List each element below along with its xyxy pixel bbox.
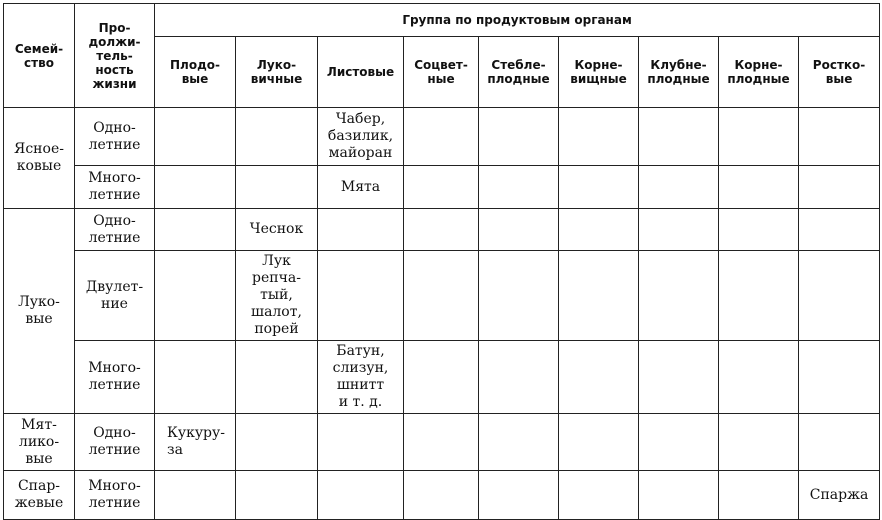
table-cell [236, 471, 318, 520]
table-cell [155, 108, 236, 166]
table-row [4, 414, 880, 471]
table-cell [719, 209, 799, 251]
lifespan-perennial: Много- летние [75, 166, 155, 209]
header-family: Семей- ство [4, 4, 75, 108]
table-cell [719, 471, 799, 520]
header-root: Корне- плодные [719, 37, 799, 108]
table-cell [799, 108, 880, 166]
table-cell [318, 209, 404, 251]
lifespan-annual: Одно- летние [75, 108, 155, 166]
table-cell [559, 209, 639, 251]
table-cell [479, 251, 559, 341]
table-cell [559, 166, 639, 209]
table-cell [404, 471, 479, 520]
table-cell [479, 108, 559, 166]
lifespan-annual: Одно- летние [75, 209, 155, 251]
lifespan-perennial: Много- летние [75, 341, 155, 414]
table-cell [559, 414, 639, 471]
table-cell [719, 414, 799, 471]
table-cell [155, 471, 236, 520]
cell-savory-basil-marjoram: Чабер, базилик, майоран [318, 108, 404, 166]
table-cell [236, 166, 318, 209]
table-cell [799, 414, 880, 471]
table-cell [719, 251, 799, 341]
family-lamiaceae: Ясное- ковые [4, 108, 75, 209]
table-row [4, 251, 880, 341]
family-alliaceae: Луко- вые [4, 209, 75, 414]
table-cell [719, 166, 799, 209]
header-product-group: Группа по продуктовым органам [155, 4, 880, 37]
table-cell [719, 341, 799, 414]
header-rhizome: Корне- вищные [559, 37, 639, 108]
lifespan-perennial: Много- летние [75, 471, 155, 520]
table-cell [404, 209, 479, 251]
table-row [4, 108, 880, 166]
table-cell [719, 108, 799, 166]
table-cell [404, 251, 479, 341]
cell-onions: Лук репча- тый, шалот, порей [236, 251, 318, 341]
table-row [4, 209, 880, 251]
table-cell [559, 251, 639, 341]
vegetable-classification-table [3, 3, 880, 520]
header-fruit: Плодо- вые [155, 37, 236, 108]
table-cell [639, 166, 719, 209]
header-stem: Стебле- плодные [479, 37, 559, 108]
lifespan-annual: Одно- летние [75, 414, 155, 471]
table-cell [155, 209, 236, 251]
table-cell [479, 471, 559, 520]
table-cell [404, 414, 479, 471]
header-inflorescence: Соцвет- ные [404, 37, 479, 108]
table-cell [799, 341, 880, 414]
table-cell [479, 341, 559, 414]
table-cell [639, 209, 719, 251]
table-cell [639, 251, 719, 341]
cell-garlic: Чеснок [236, 209, 318, 251]
header-leaf: Листовые [318, 37, 404, 108]
document-page [3, 3, 879, 516]
table-cell [155, 251, 236, 341]
table-cell [639, 341, 719, 414]
table-cell [479, 414, 559, 471]
table-cell [559, 471, 639, 520]
cell-mint: Мята [318, 166, 404, 209]
table-cell [799, 251, 880, 341]
table-cell [559, 341, 639, 414]
lifespan-biennial: Двулет- ние [75, 251, 155, 341]
table-cell [236, 108, 318, 166]
table-cell [479, 209, 559, 251]
cell-corn: Кукуру- за [155, 414, 236, 471]
table-cell [318, 251, 404, 341]
family-poaceae: Мят- лико- вые [4, 414, 75, 471]
table-row [4, 341, 880, 414]
table-cell [799, 166, 880, 209]
table-cell [155, 166, 236, 209]
table-cell [639, 108, 719, 166]
table-row [4, 471, 880, 520]
header-tuber: Клубне- плодные [639, 37, 719, 108]
cell-perennial-onions: Батун, слизун, шнитт и т. д. [318, 341, 404, 414]
table-cell [318, 414, 404, 471]
table-cell [318, 471, 404, 520]
header-lifespan: Про- должи- тель- ность жизни [75, 4, 155, 108]
table-cell [236, 414, 318, 471]
table-cell [404, 341, 479, 414]
table-cell [559, 108, 639, 166]
family-asparagaceae: Спар- жевые [4, 471, 75, 520]
table-row [4, 166, 880, 209]
table-cell [479, 166, 559, 209]
table-cell [155, 341, 236, 414]
header-sprout: Ростко- вые [799, 37, 880, 108]
table-cell [799, 209, 880, 251]
table-cell [639, 471, 719, 520]
table-cell [639, 414, 719, 471]
table-cell [236, 341, 318, 414]
header-bulb: Луко- вичные [236, 37, 318, 108]
cell-asparagus: Спаржа [799, 471, 880, 520]
table-cell [404, 108, 479, 166]
table-cell [404, 166, 479, 209]
